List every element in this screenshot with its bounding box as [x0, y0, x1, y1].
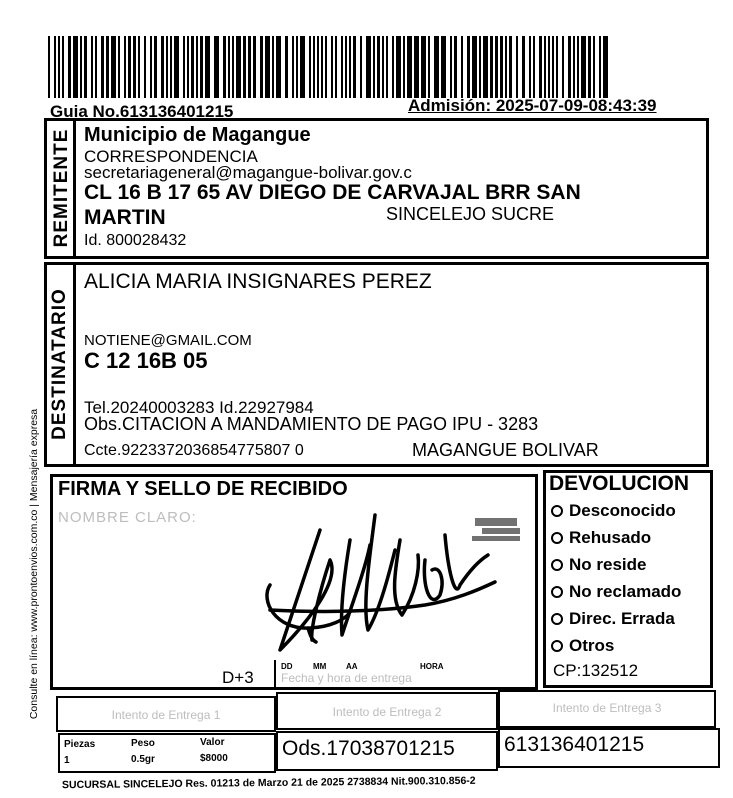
remitente-name: Municipio de Magangue [84, 124, 311, 146]
barcode [48, 36, 614, 98]
remitente-address: CL 16 B 17 65 AV DIEGO DE CARVAJAL BRR SAN [84, 181, 581, 204]
radio-circle-icon [551, 586, 563, 598]
devolucion-option-direc-errada[interactable]: Direc. Errada [551, 605, 681, 632]
destinatario-name: ALICIA MARIA INSIGNARES PEREZ [84, 270, 432, 293]
guia-number-bottom: 613136401215 [504, 733, 645, 756]
d-plus-3: D+3 [222, 668, 254, 687]
remitente-address-2: MARTIN [84, 206, 166, 229]
peso-label: Peso [131, 738, 155, 749]
fecha-hora: HORA [420, 662, 444, 671]
radio-circle-icon [551, 640, 563, 652]
radio-circle-icon [551, 532, 563, 544]
fecha-dd: DD [281, 662, 293, 671]
signature-drawing [250, 500, 535, 670]
side-website-text: Consulte en línea: www.prontoenvios.com.co | Mensajería expresa [28, 408, 40, 720]
fecha-hora-entrega: Fecha y hora de entrega [281, 671, 412, 685]
footer-sucursal: SUCURSAL SINCELEJO Res. 01213 de Marzo 21 de 2025 2738834 Nit.900.310.856-2 [61, 774, 476, 792]
nombre-claro-label: NOMBRE CLARO: [58, 509, 197, 526]
destinatario-address: C 12 16B 05 [84, 348, 208, 373]
intento-3-label: Intento de Entrega 3 [552, 701, 662, 715]
destinatario-city: MAGANGUE BOLIVAR [412, 440, 599, 460]
destinatario-label: DESTINATARIO [49, 288, 70, 440]
fecha-mm: MM [313, 662, 327, 671]
devolucion-title: DEVOLUCION [549, 472, 690, 495]
devolucion-option-no-reside[interactable]: No reside [551, 551, 681, 578]
remitente-email: secretariageneral@magangue-bolivar.gov.c [84, 163, 412, 182]
valor-value: $8000 [200, 753, 228, 764]
destinatario-email: NOTIENE@GMAIL.COM [84, 332, 252, 349]
intento-1-label: Intento de Entrega 1 [111, 708, 221, 722]
destinatario-ccte: Ccte.9223372036854775807 0 [84, 442, 304, 459]
remitente-label: REMITENTE [51, 128, 72, 248]
devolucion-option-no-reclamado[interactable]: No reclamado [551, 578, 681, 605]
piezas-value: 1 [64, 755, 70, 766]
remitente-dept: CORRESPONDENCIA [84, 147, 258, 166]
radio-circle-icon [551, 559, 563, 571]
devolucion-option-rehusado[interactable]: Rehusado [551, 524, 681, 551]
devolucion-options [551, 497, 681, 659]
codigo-postal: CP:132512 [553, 661, 639, 680]
devolucion-option-otros[interactable]: Otros [551, 632, 681, 659]
remitente-id: Id. 800028432 [84, 232, 187, 249]
guia-number-header: Guia No.613136401215 [50, 102, 234, 121]
destinatario-obs: Obs.CITACION A MANDAMIENTO DE PAGO IPU - 3283 [84, 414, 539, 434]
radio-circle-icon [551, 613, 563, 625]
piezas-label: Piezas [64, 739, 96, 750]
valor-label: Valor [200, 737, 225, 748]
admision-date: Admisión: 2025-07-09-08:43:39 [408, 96, 657, 115]
intento-2-label: Intento de Entrega 2 [332, 705, 442, 719]
ods-number: Ods.17038701215 [282, 737, 455, 760]
destinatario-tel: Tel.20240003283 Id.22927984 [84, 398, 314, 417]
devolucion-option-desconocido[interactable]: Desconocido [551, 497, 681, 524]
firma-title: FIRMA Y SELLO DE RECIBIDO [58, 478, 348, 500]
fecha-aa: AA [346, 662, 358, 671]
remitente-city: SINCELEJO SUCRE [386, 204, 555, 224]
radio-circle-icon [551, 505, 563, 517]
peso-value: 0.5gr [131, 754, 155, 765]
